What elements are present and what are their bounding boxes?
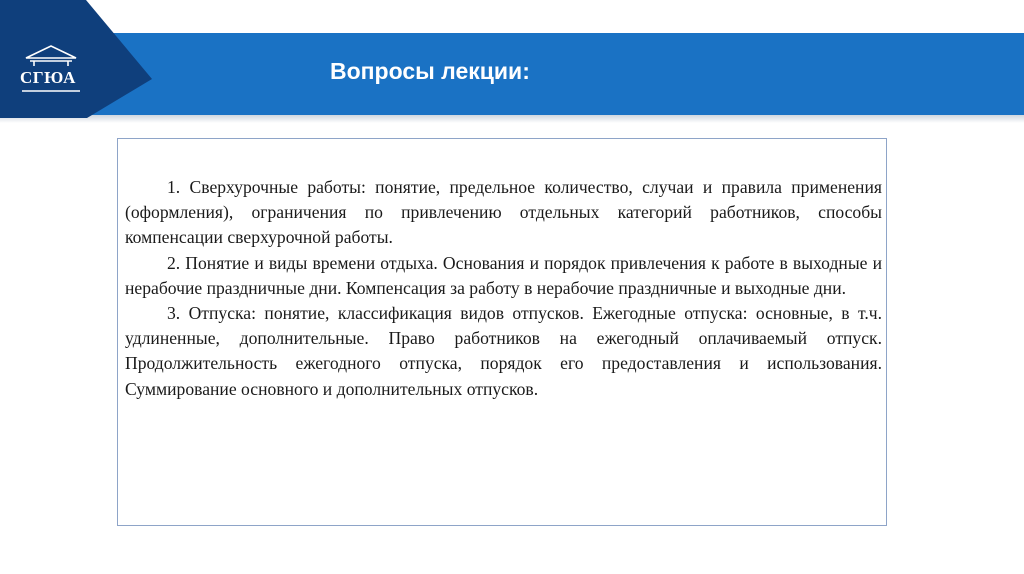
question-item: 2. Понятие и виды времени отдыха. Основания и порядок привлечения к работе в выходные и нерабочие праздничные дни. Компенсация за работу в нерабочие праздничные и выходные дни.: [125, 252, 882, 298]
logo-text: СГЮА: [20, 68, 76, 87]
page-title: Вопросы лекции:: [330, 58, 530, 84]
questions-list: [125, 175, 882, 402]
question-item: 3. Отпуска: понятие, классификация видов отпусков. Ежегодные отпуска: основные, в т.ч. удлиненные, дополнительные. Право работников на ежегодный оплачиваемый отпуск. Продолжительность ежегодного отпуска, порядок его предоставления и использования. Суммирование основного и дополнительных отпусков.: [125, 303, 882, 399]
question-item: 1. Сверхурочные работы: понятие, предельное количество, случаи и правила применения (оформления), ограничения по привлечению отдельных категорий работников, способы компенсации сверхурочной работы.: [125, 177, 882, 248]
logo-panel: [0, 0, 160, 130]
